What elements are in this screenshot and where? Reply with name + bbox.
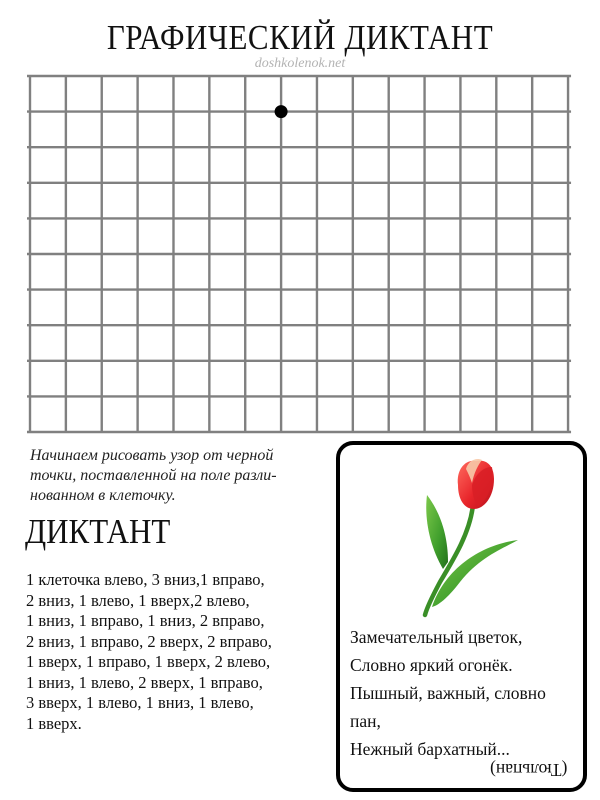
- instructions-text: [30, 446, 330, 506]
- poem-line: пан,: [350, 711, 381, 731]
- instructions-line: Начинаем рисовать узор от черной: [30, 447, 274, 464]
- dictation-line: 1 вниз, 1 вправо, 1 вниз, 2 вправо,: [26, 611, 265, 630]
- dictation-heading: ДИКТАНТ: [25, 511, 171, 551]
- poem-line: Словно яркий огонёк.: [350, 655, 513, 675]
- riddle-answer-upside-down: (Тюльпан): [489, 760, 567, 780]
- dictation-line: 2 вниз, 1 влево, 1 вверх,2 влево,: [26, 590, 250, 610]
- riddle-card: [336, 441, 587, 792]
- dictation-line: 2 вниз, 1 вправо, 2 вверх, 2 вправо,: [26, 631, 272, 651]
- dictation-line: 1 клеточка влево, 3 вниз,1 вправо,: [26, 570, 265, 589]
- dictation-line: 1 вверх.: [26, 713, 82, 733]
- instructions-line: точки, поставленной на поле разли-: [30, 467, 277, 484]
- poem-line: Нежный бархатный...: [350, 739, 510, 759]
- page-title: ГРАФИЧЕСКИЙ ДИКТАНТ: [106, 17, 494, 57]
- poem-line: Пышный, важный, словно: [350, 683, 546, 703]
- riddle-poem: [350, 623, 580, 763]
- poem-line: Замечательный цветок,: [350, 627, 523, 647]
- instructions-line: нованном в клеточку.: [30, 487, 176, 504]
- dictation-line: 1 вниз, 1 влево, 2 вверх, 1 вправо,: [26, 672, 263, 692]
- site-watermark: doshkolenok.net: [254, 56, 346, 71]
- tulip-icon: [410, 457, 520, 622]
- dictation-line: 1 вверх, 1 вправо, 1 вверх, 2 влево,: [26, 652, 271, 671]
- dictation-steps: [26, 570, 336, 734]
- dictation-line: 3 вверх, 1 влево, 1 вниз, 1 влево,: [26, 693, 254, 712]
- start-dot: [275, 105, 288, 118]
